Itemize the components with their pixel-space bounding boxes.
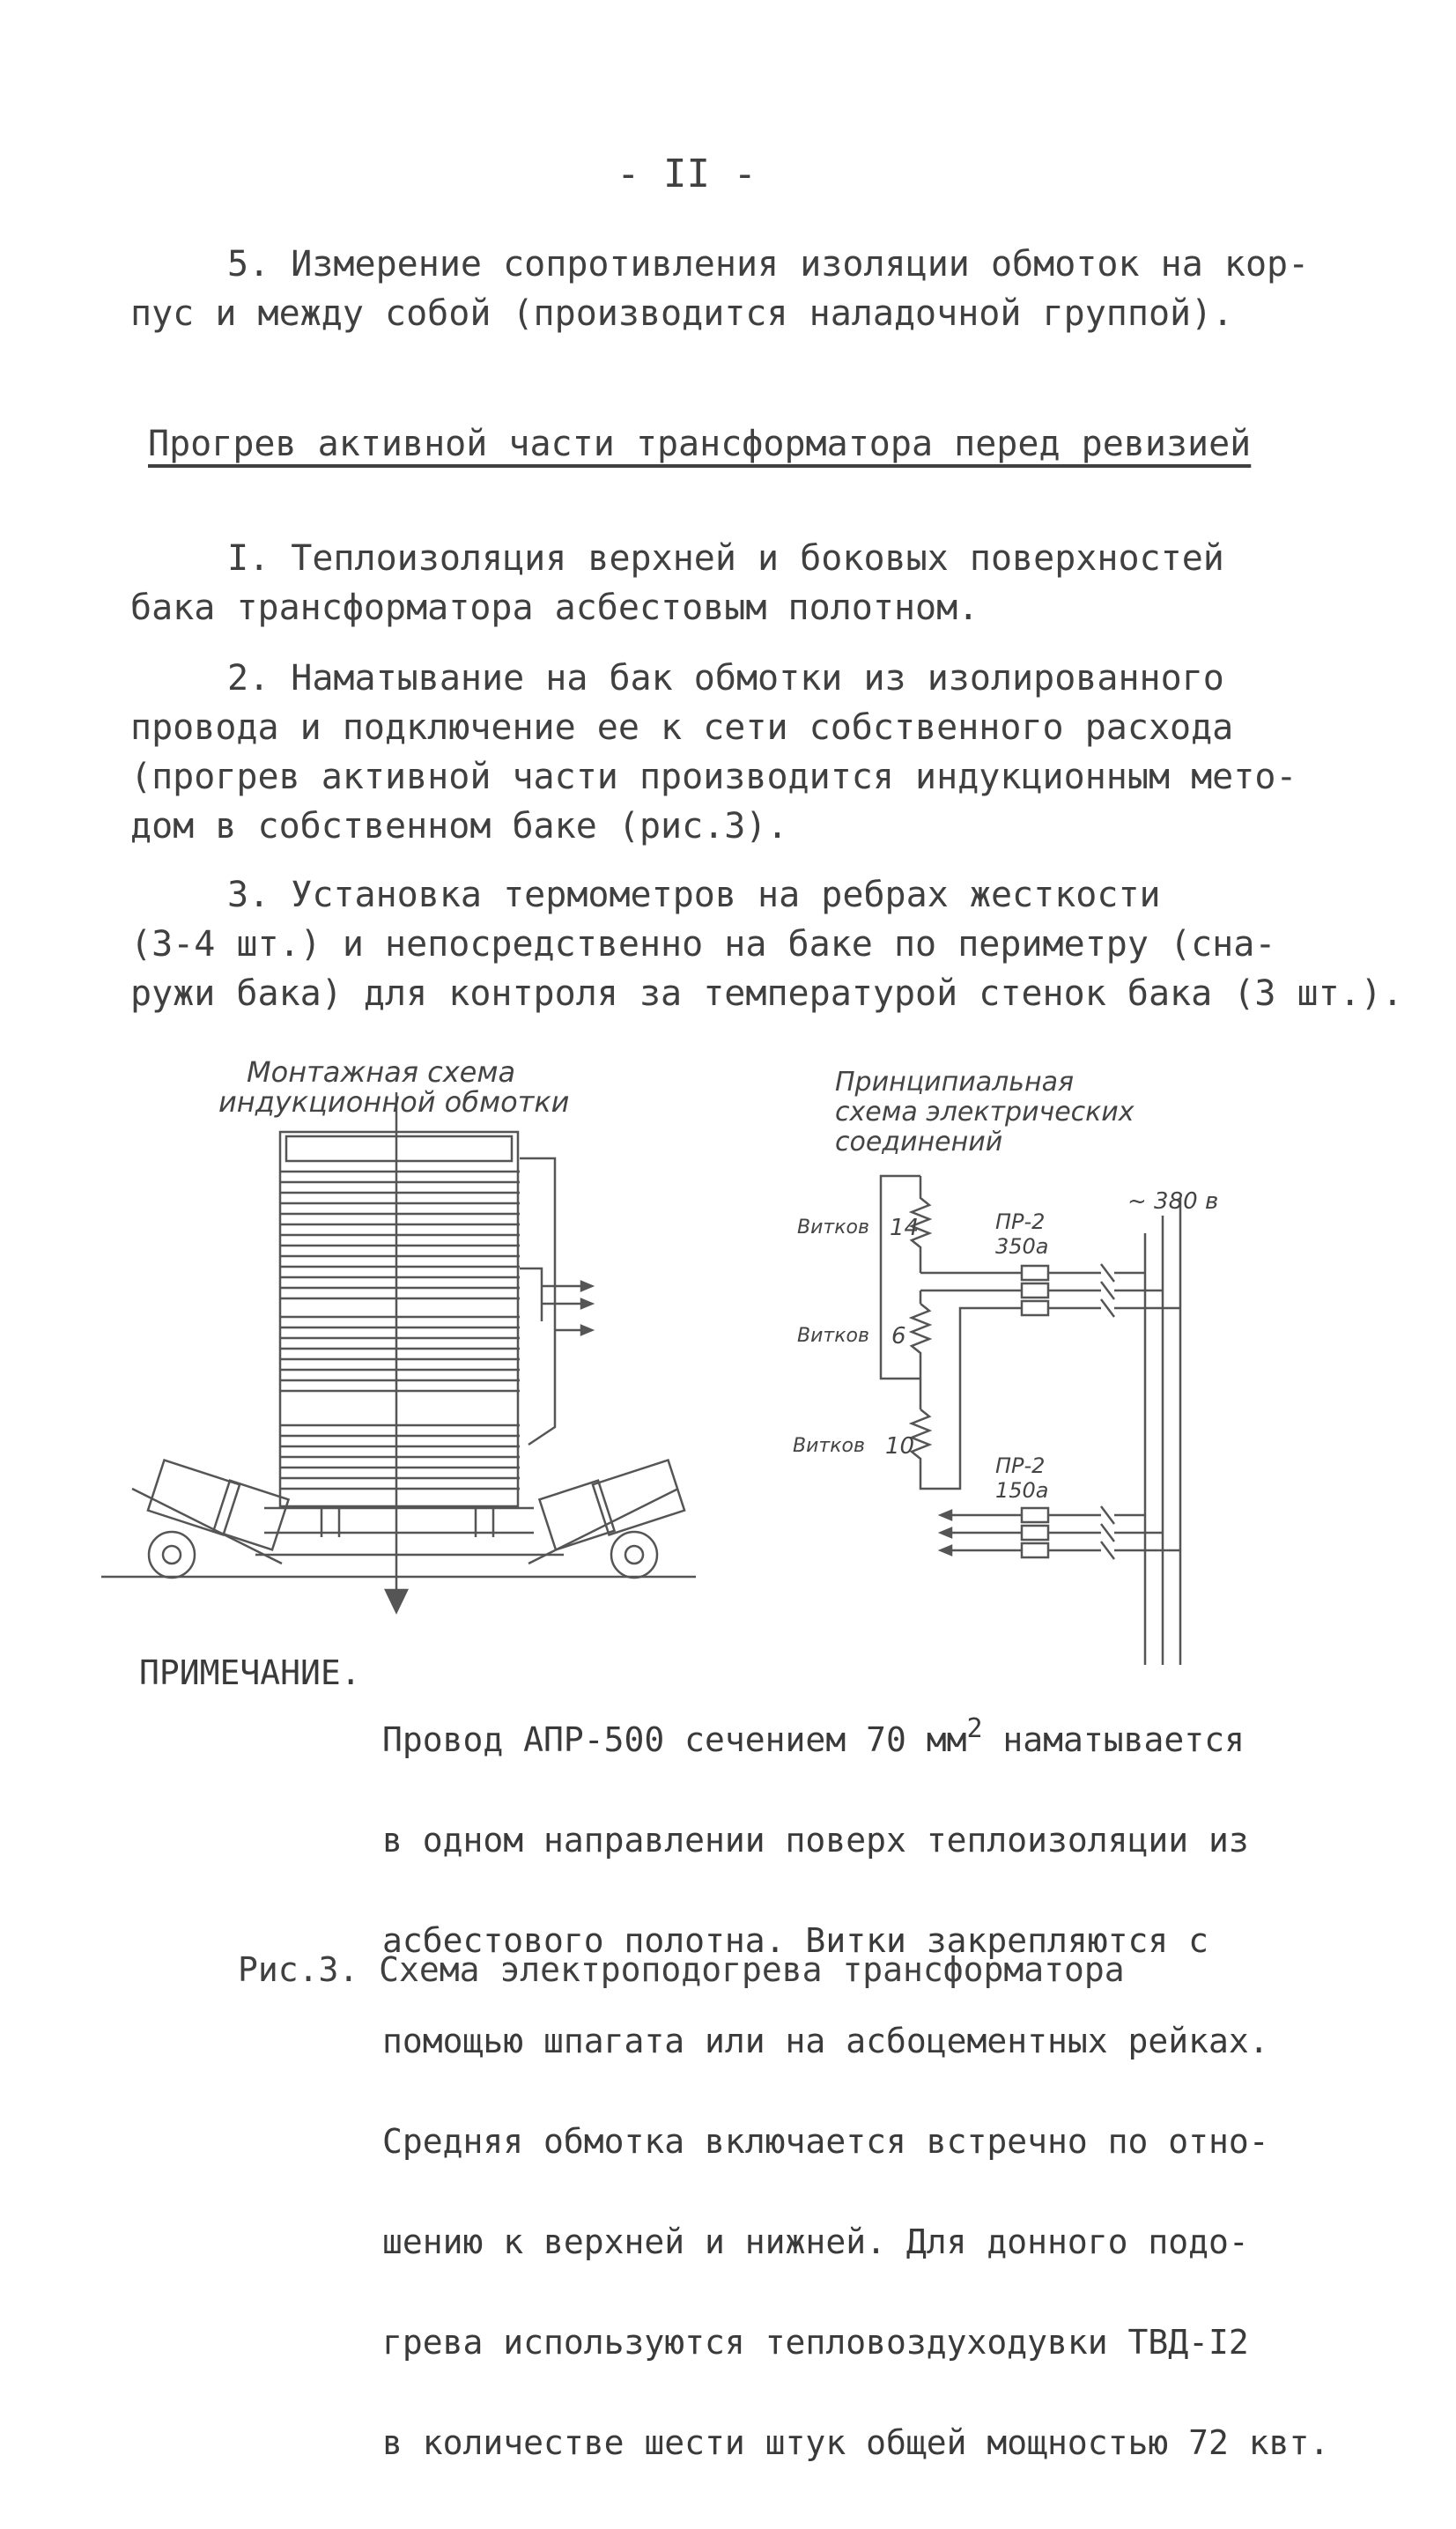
figure-caption: Рис.3. Схема электроподогрева трансформатора: [238, 1950, 1125, 1989]
item3-line1: 3. Установка термометров на ребрах жесткости: [227, 875, 1161, 915]
note-superscript: 2: [966, 1713, 983, 1744]
fuse-top-rating: 350а: [995, 1234, 1049, 1259]
left-title-2: индукционной обмотки: [218, 1085, 570, 1119]
left-title-1: Монтажная схема: [247, 1055, 516, 1089]
down-arrow-icon: [386, 1590, 407, 1612]
item2-line1: 2. Наматывание на бак обмотки из изолированного: [227, 658, 1224, 699]
item3-line2: (3-4 шт.) и непосредственно на баке по периметру (сна-: [130, 924, 1276, 965]
coil-bot-count: 10: [885, 1433, 915, 1460]
section-heading: Прогрев активной части трансформатора перед ревизией: [148, 424, 1252, 464]
tank-top-band: [286, 1136, 512, 1161]
note-line-2: в одном направлении поверх теплоизоляции из: [382, 1821, 1249, 1860]
item1-line2: бака трансформатора асбестовым полотном.: [130, 588, 979, 628]
lead-wire-2: [520, 1268, 542, 1321]
upper-winding: [280, 1172, 520, 1298]
fuse-group-top: [1022, 1264, 1180, 1317]
coil-6: [912, 1304, 929, 1374]
arrow-icon: [581, 1299, 592, 1308]
note-line-3: асбестового полотна. Витки закрепляются с: [382, 1921, 1208, 1960]
right-title-1: Принципиальная: [835, 1067, 1075, 1098]
item5-line2: пус и между собой (производится наладочной группой).: [130, 293, 1234, 334]
note-line-5: Средняя обмотка включается встречно по отно-: [382, 2122, 1269, 2161]
lead-wire-1: [520, 1158, 555, 1445]
note-line-1: [382, 1713, 1329, 1759]
coil-mid-count: 6: [891, 1323, 906, 1350]
item1-line1: I. Теплоизоляция верхней и боковых поверхностей: [227, 538, 1224, 579]
item2-line2: провода и подключение ее к сети собственного расхода: [130, 707, 1234, 748]
item5-line1: 5. Измерение сопротивления изоляции обмоток на кор-: [227, 244, 1310, 285]
right-title-3: соединений: [835, 1127, 1003, 1157]
lower-winding: [280, 1425, 520, 1489]
fuse-bot-type: ПР-2: [995, 1453, 1046, 1478]
item3-line3: ружи бака) для контроля за температурой стенок бака (3 шт.).: [130, 973, 1403, 1014]
note-line-1-text: Провод АПР-500 сечением 70 мм: [382, 1720, 967, 1759]
note-line-1-end: наматывается: [982, 1720, 1245, 1759]
right-title-2: схема электрических: [835, 1097, 1134, 1128]
note-line-8: в количестве шести штук общей мощностью 72 квт.: [382, 2423, 1330, 2462]
coil-mid-label: Витков: [797, 1325, 869, 1347]
fuse-bot-rating: 150а: [995, 1478, 1049, 1503]
page-number: - II -: [617, 152, 757, 196]
note-line-7: грева используются тепловоздуходувки ТВД-I2: [382, 2323, 1249, 2362]
note-body: [382, 1656, 1329, 2526]
blower-left: [132, 1460, 289, 1578]
middle-winding: [280, 1317, 520, 1391]
note-line-6: шению к верхней и нижней. Для донного подо-: [382, 2222, 1249, 2261]
installation-diagram: [101, 1092, 696, 1612]
coil-top-label: Витков: [797, 1216, 869, 1239]
coil-top-count: 14: [890, 1215, 920, 1241]
blower-right: [528, 1460, 684, 1578]
supply-voltage: ~ 380 в: [1127, 1188, 1219, 1215]
arrow-icon: [581, 1282, 592, 1290]
transformer-tank: [280, 1132, 518, 1506]
note-line-4: помощью шпагата или на асбоцементных рейках.: [382, 2022, 1269, 2060]
item2-line3: (прогрев активной части производится индукционным мето-: [130, 757, 1297, 797]
item2-line4: дом в собственном баке (рис.3).: [130, 806, 788, 847]
note-label: ПРИМЕЧАНИЕ.: [139, 1653, 361, 1692]
coil-bot-label: Витков: [793, 1435, 865, 1457]
arrow-icon: [581, 1326, 592, 1335]
fuse-top-type: ПР-2: [995, 1209, 1046, 1234]
